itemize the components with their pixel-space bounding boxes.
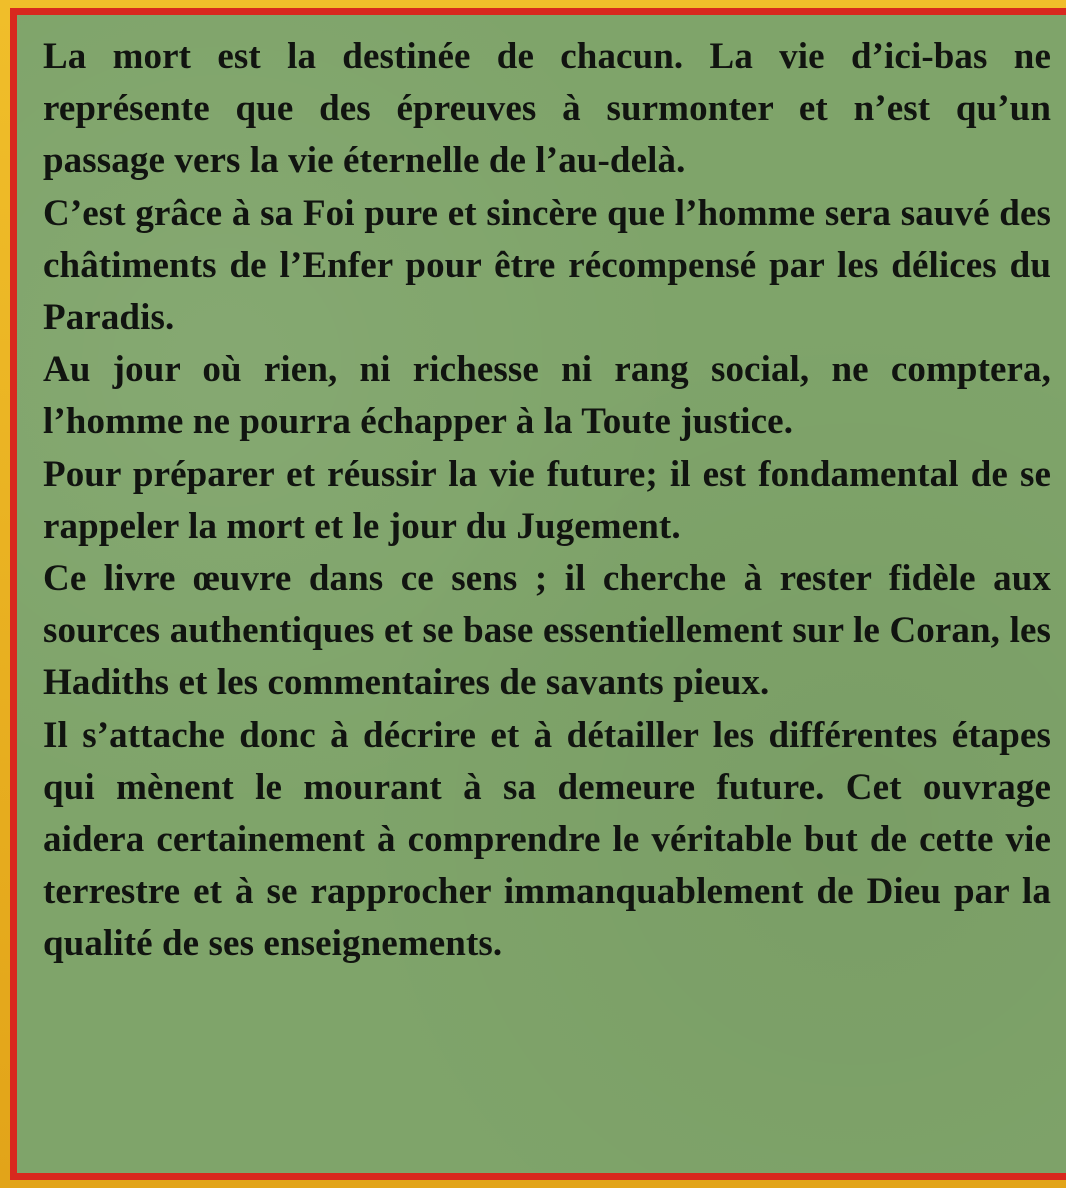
back-cover-text-panel [17,15,1066,1173]
paragraph-2: C’est grâce à sa Foi pure et sincère que l’homme sera sauvé des châtiments de l’Enfer pour être récompensé par les délices du Paradis. [43,192,1051,339]
paragraph-4: Pour préparer et réussir la vie future; il est fondamental de se rappeler la mort et le jour du Jugement. [43,453,1051,547]
paragraph-6: Il s’attache donc à décrire et à détailler les différentes étapes qui mènent le mourant à sa demeure future. Cet ouvrage aidera certainement à comprendre le véritable but de cette vie terrestre et à se rapprocher immanquablement de Dieu par la qualité de ses enseignements. [43,714,1051,965]
paragraph-3: Au jour où rien, ni richesse ni rang social, ne comptera, l’homme ne pourra échapper à la Toute justice. [43,349,1051,443]
paragraph-1: La mort est la destinée de chacun. La vie d’ici-bas ne représente que des épreuves à surmonter et n’est qu’un passage vers la vie éternelle de l’au-delà. [43,36,1051,182]
paragraph-5: Ce livre œuvre dans ce sens ; il cherche à rester fidèle aux sources authentiques et se base essentiellement sur le Coran, les Hadiths et les commentaires de savants pieux. [43,558,1051,704]
text-block [43,31,1051,971]
